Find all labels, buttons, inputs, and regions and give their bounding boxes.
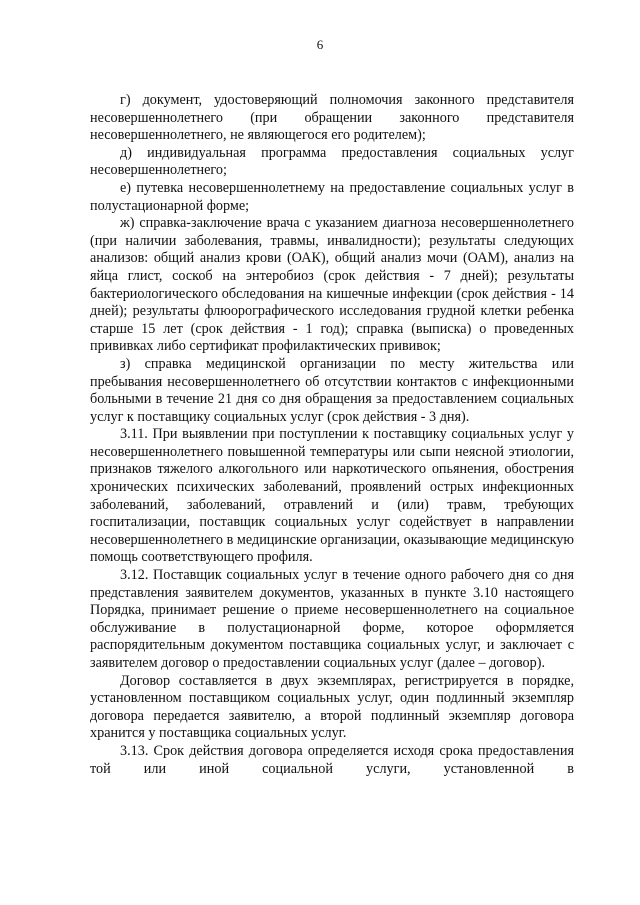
paragraph-item-z: з) справка медицинской организации по месту жительства или пребывания несовершеннолетнего об отсутствии контактов с инфекционными больными в течение 21 дня со дня обращения за предоставлением социальных услуг к поставщику социальных услуг (срок действия - 3 дня). xyxy=(90,355,574,425)
paragraph-item-e: е) путевка несовершеннолетнему на предоставление социальных услуг в полустационарной форме; xyxy=(90,179,574,214)
paragraph-clause-3-13: 3.13. Срок действия договора определяется исходя срока предоставления той или иной социальной услуги, установленной в xyxy=(90,742,574,777)
paragraph-contract-copies: Договор составляется в двух экземплярах, регистрируется в порядке, установленном поставщиком социальных услуг, один подлинный экземпляр договора передается заявителю, а второй подлинный экземпляр договора хранится у поставщика социальных услуг. xyxy=(90,672,574,742)
paragraph-item-g: г) документ, удостоверяющий полномочия законного представителя несовершеннолетнего (при обращении законного представителя несовершеннолетнего, не являющегося его родителем); xyxy=(90,92,574,144)
paragraph-clause-3-12: 3.12. Поставщик социальных услуг в течение одного рабочего дня со дня представления заявителем документов, указанных в пункте 3.10 настоящего Порядка, принимает решение о приеме несовершеннолетнего на социальное обслуживание в полустационарной форме, которое оформляется распорядительным документом поставщика социальных услуг, и заключает с заявителем договор о предоставлении социальных услуг (далее – договор). xyxy=(90,567,574,671)
page-number: 6 xyxy=(316,37,324,52)
paragraph-item-d: д) индивидуальная программа предоставления социальных услуг несовершеннолетнего; xyxy=(90,144,574,179)
paragraph-clause-3-11: 3.11. При выявлении при поступлении к поставщику социальных услуг у несовершеннолетнего повышенной температуры или сыпи неясной этиологии, признаков тяжелого алкогольного или наркотического опьянения, обострения хронических психических заболеваний, проявлений острых инфекционных заболеваний, заболеваний, отравлений и (или) травм, требующих госпитализации, поставщик социальных услуг содействует в направлении несовершеннолетнего в медицинские организации, оказывающие медицинскую помощь соответствующего профиля. xyxy=(90,426,574,566)
paragraph-item-zh: ж) справка-заключение врача с указанием диагноза несовершеннолетнего (при наличии заболевания, травмы, инвалидности); результаты следующих анализов: общий анализ крови (ОАК), общий анализ мочи (ОАМ), анализ на яйца глист, соскоб на энтеробиоз (срок действия - 7 дней); результаты бактериологического обследования на кишечные инфекции (срок действия - 14 дней); результаты флюорографического исследования грудной клетки ребенка старше 15 лет (срок действия - 1 год); справка (выписка) о проведенных прививках либо сертификат профилактических прививок; xyxy=(90,215,574,355)
document-body xyxy=(90,92,574,778)
